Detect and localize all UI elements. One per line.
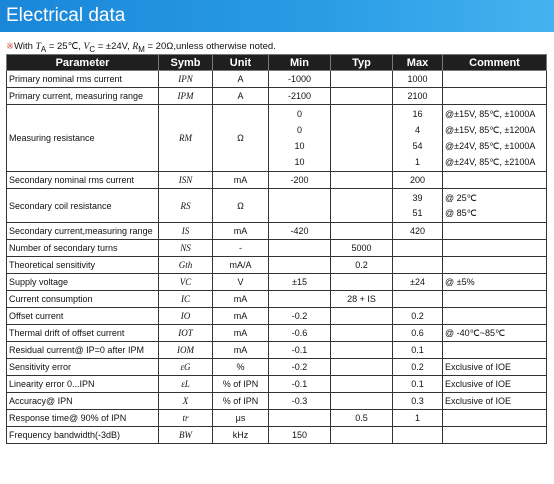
value-min: 0 0 10 10 (269, 105, 331, 172)
param-name: Secondary coil resistance (7, 189, 159, 223)
value-min: -1000 (269, 71, 331, 88)
value-typ (331, 274, 393, 291)
table-row (7, 342, 547, 359)
param-symbol: IC (159, 291, 213, 308)
col-header-comment: Comment (443, 55, 547, 71)
param-unit: mA (213, 172, 269, 189)
value-typ (331, 342, 393, 359)
param-symbol: X (159, 393, 213, 410)
value-min (269, 189, 331, 223)
value-max: 0.3 (393, 393, 443, 410)
value-min (269, 240, 331, 257)
col-header-unit: Unit (213, 55, 269, 71)
param-unit: mA/A (213, 257, 269, 274)
value-max (393, 240, 443, 257)
value-max: 0.1 (393, 376, 443, 393)
value-max: 0.2 (393, 359, 443, 376)
value-typ: 5000 (331, 240, 393, 257)
value-max: 0.1 (393, 342, 443, 359)
value-typ (331, 325, 393, 342)
param-name: Residual current@ IP=0 after IPM (7, 342, 159, 359)
comment (443, 88, 547, 105)
table-row (7, 393, 547, 410)
value-max: 200 (393, 172, 443, 189)
param-name: Theoretical sensitivity (7, 257, 159, 274)
value-min: -0.6 (269, 325, 331, 342)
param-name: Offset current (7, 308, 159, 325)
value-max: 2100 (393, 88, 443, 105)
note-marker: ※ (6, 41, 14, 52)
param-symbol: IPM (159, 88, 213, 105)
param-unit: V (213, 274, 269, 291)
value-max: 0.6 (393, 325, 443, 342)
comment: @ -40℃~85℃ (443, 325, 547, 342)
table-header-row (7, 55, 547, 71)
value-min: -0.2 (269, 308, 331, 325)
value-typ (331, 427, 393, 444)
comment: Exclusive of IOE (443, 393, 547, 410)
comment: @ ±5% (443, 274, 547, 291)
param-unit: mA (213, 308, 269, 325)
col-header-symb: Symb (159, 55, 213, 71)
value-min: -2100 (269, 88, 331, 105)
comment: Exclusive of IOE (443, 376, 547, 393)
param-symbol: NS (159, 240, 213, 257)
comment (443, 308, 547, 325)
value-min: ±15 (269, 274, 331, 291)
comment (443, 291, 547, 308)
param-unit: mA (213, 291, 269, 308)
value-max: 1000 (393, 71, 443, 88)
value-min (269, 410, 331, 427)
comment: Exclusive of IOE (443, 359, 547, 376)
param-symbol: IOT (159, 325, 213, 342)
value-max (393, 427, 443, 444)
param-unit: - (213, 240, 269, 257)
value-typ (331, 88, 393, 105)
value-min: -0.1 (269, 342, 331, 359)
param-name: Sensitivity error (7, 359, 159, 376)
value-max (393, 257, 443, 274)
value-max: ±24 (393, 274, 443, 291)
param-unit: A (213, 71, 269, 88)
param-unit: mA (213, 223, 269, 240)
section-title: Electrical data (6, 5, 126, 26)
comment (443, 71, 547, 88)
param-unit: μs (213, 410, 269, 427)
value-min: -0.1 (269, 376, 331, 393)
param-unit: kHz (213, 427, 269, 444)
comment: @±15V, 85℃, ±1000A @±15V, 85℃, ±1200A @±24V, 85℃, ±1000A @±24V, 85℃, ±2100A (443, 105, 547, 172)
param-name: Supply voltage (7, 274, 159, 291)
param-name: Linearity error 0...IPN (7, 376, 159, 393)
param-symbol: IOM (159, 342, 213, 359)
value-min (269, 291, 331, 308)
table-row (7, 427, 547, 444)
value-typ (331, 393, 393, 410)
table-row (7, 189, 547, 223)
comment (443, 427, 547, 444)
col-header-max: Max (393, 55, 443, 71)
table-row (7, 105, 547, 172)
col-header-parameter: Parameter (7, 55, 159, 71)
value-typ (331, 308, 393, 325)
param-symbol: ISN (159, 172, 213, 189)
comment (443, 410, 547, 427)
param-symbol: Gth (159, 257, 213, 274)
param-name: Current consumption (7, 291, 159, 308)
param-unit: Ω (213, 189, 269, 223)
param-symbol: IPN (159, 71, 213, 88)
param-unit: Ω (213, 105, 269, 172)
param-unit: mA (213, 325, 269, 342)
param-symbol: εL (159, 376, 213, 393)
param-symbol: RM (159, 105, 213, 172)
value-max: 39 51 (393, 189, 443, 223)
col-header-min: Min (269, 55, 331, 71)
table-row (7, 88, 547, 105)
param-name: Frequency bandwidth(-3dB) (7, 427, 159, 444)
table-row (7, 223, 547, 240)
param-symbol: εG (159, 359, 213, 376)
comment (443, 342, 547, 359)
value-min: -0.2 (269, 359, 331, 376)
param-name: Primary nominal rms current (7, 71, 159, 88)
value-typ: 28 + IS (331, 291, 393, 308)
param-unit: % (213, 359, 269, 376)
value-typ (331, 71, 393, 88)
param-name: Measuring resistance (7, 105, 159, 172)
param-symbol: IO (159, 308, 213, 325)
comment (443, 240, 547, 257)
table-row (7, 71, 547, 88)
value-max: 0.2 (393, 308, 443, 325)
value-max: 1 (393, 410, 443, 427)
param-name: Secondary current,measuring range (7, 223, 159, 240)
param-symbol: RS (159, 189, 213, 223)
param-name: Response time@ 90% of IPN (7, 410, 159, 427)
comment: @ 25℃ @ 85℃ (443, 189, 547, 223)
value-min: -420 (269, 223, 331, 240)
value-max: 16 4 54 1 (393, 105, 443, 172)
table-row (7, 172, 547, 189)
comment (443, 257, 547, 274)
table-row (7, 257, 547, 274)
table-row (7, 308, 547, 325)
value-typ (331, 376, 393, 393)
section-banner (0, 0, 554, 32)
param-symbol: IS (159, 223, 213, 240)
param-name: Thermal drift of offset current (7, 325, 159, 342)
param-symbol: tr (159, 410, 213, 427)
param-unit: A (213, 88, 269, 105)
value-min: -200 (269, 172, 331, 189)
table-row (7, 325, 547, 342)
param-unit: % of IPN (213, 393, 269, 410)
table-row (7, 240, 547, 257)
param-unit: % of IPN (213, 376, 269, 393)
value-typ (331, 223, 393, 240)
table-row (7, 359, 547, 376)
param-symbol: BW (159, 427, 213, 444)
param-name: Accuracy@ IPN (7, 393, 159, 410)
value-max (393, 291, 443, 308)
param-symbol: VC (159, 274, 213, 291)
comment (443, 172, 547, 189)
value-min (269, 257, 331, 274)
value-typ (331, 189, 393, 223)
table-row (7, 376, 547, 393)
table-row (7, 291, 547, 308)
table-row (7, 410, 547, 427)
value-typ: 0.5 (331, 410, 393, 427)
electrical-data-table (6, 54, 547, 444)
param-name: Number of secondary turns (7, 240, 159, 257)
table-row (7, 274, 547, 291)
test-conditions-note: ※With $T_A$ = 25℃, $V_C = \pm 24V$, $R_M$ = 20Ω,unless otherwise noted. (6, 41, 276, 54)
value-typ (331, 359, 393, 376)
param-name: Secondary nominal rms current (7, 172, 159, 189)
value-typ (331, 105, 393, 172)
value-typ: 0.2 (331, 257, 393, 274)
value-min: -0.3 (269, 393, 331, 410)
value-typ (331, 172, 393, 189)
value-max: 420 (393, 223, 443, 240)
value-min: 150 (269, 427, 331, 444)
param-unit: mA (213, 342, 269, 359)
param-name: Primary current, measuring range (7, 88, 159, 105)
col-header-typ: Typ (331, 55, 393, 71)
comment (443, 223, 547, 240)
